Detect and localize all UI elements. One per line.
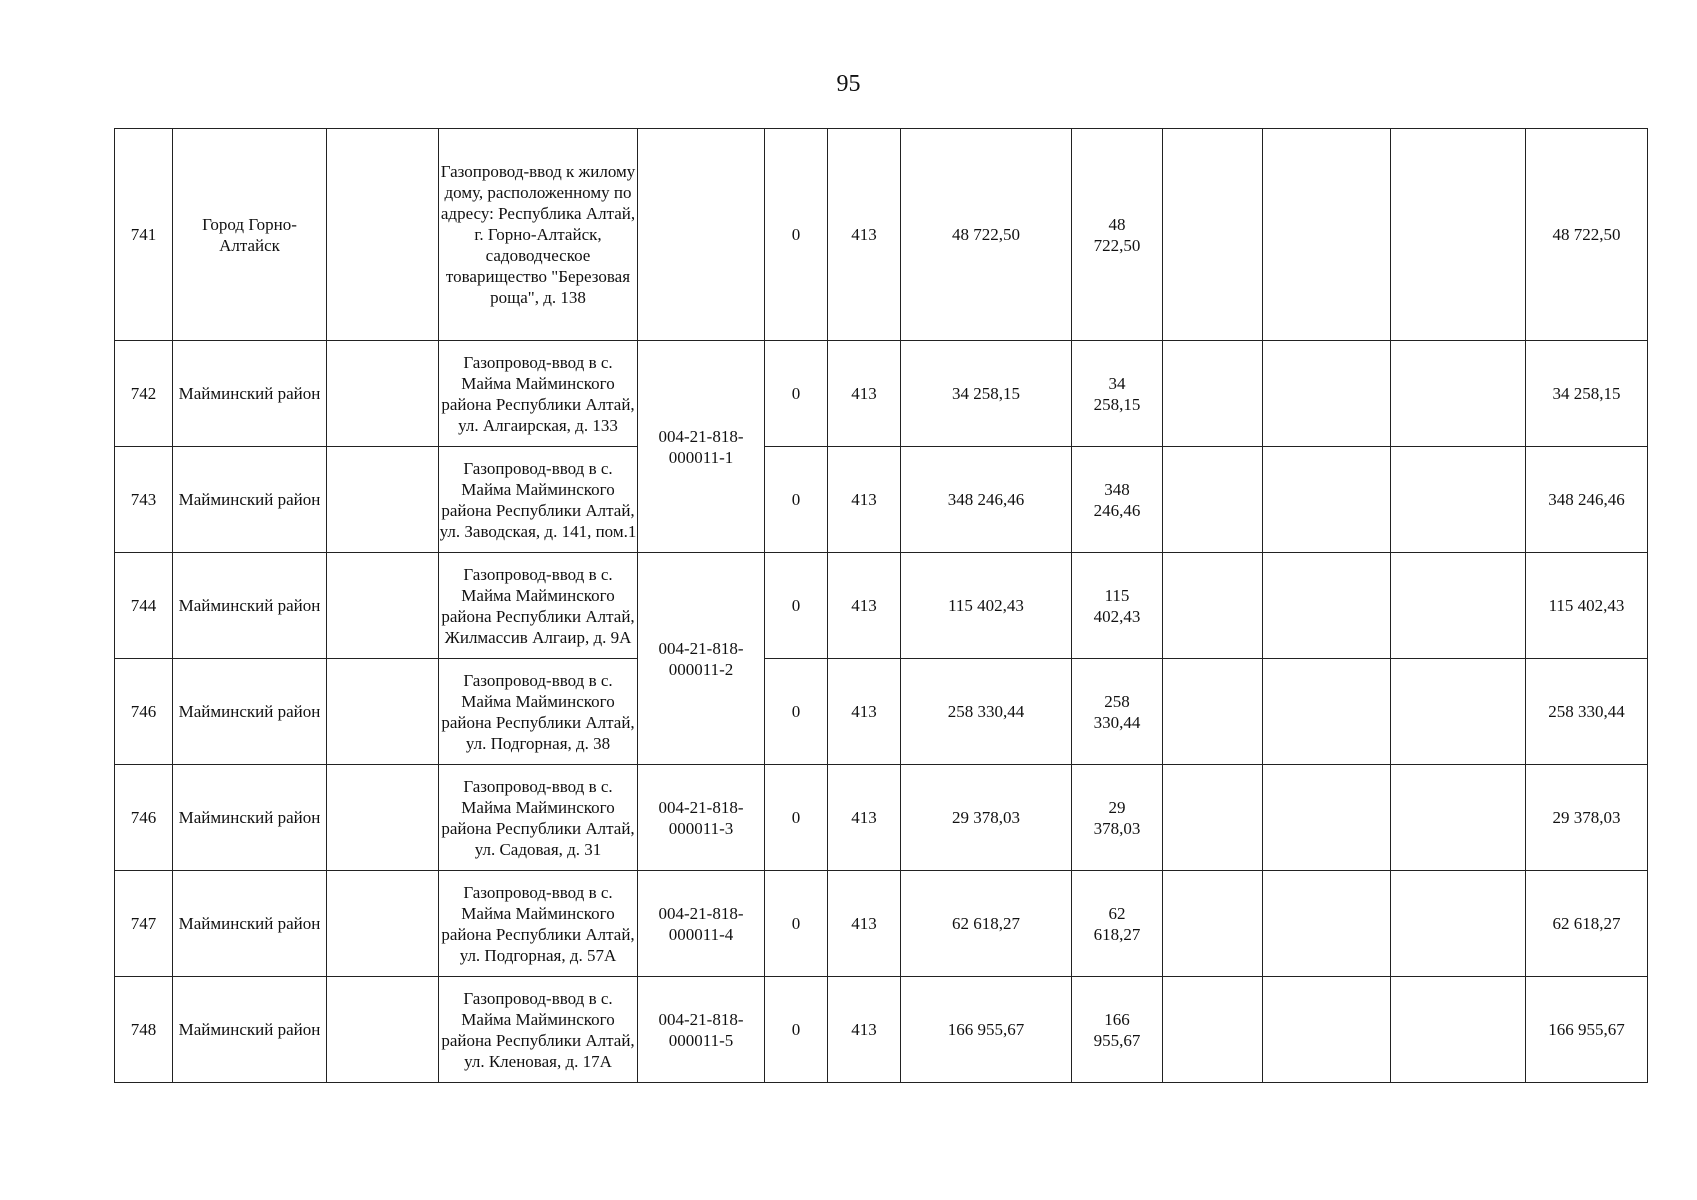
code-cell xyxy=(638,129,765,341)
empty-cell xyxy=(1391,341,1526,447)
code-413-cell: 413 xyxy=(828,977,901,1083)
total-cell: 115 402,43 xyxy=(1526,553,1648,659)
table-row xyxy=(115,553,1648,659)
row-number: 744 xyxy=(115,553,173,659)
table-row xyxy=(115,129,1648,341)
empty-cell xyxy=(1163,659,1263,765)
code-413-cell: 413 xyxy=(828,765,901,871)
amount-cell: 29 378,03 xyxy=(901,765,1072,871)
empty-cell xyxy=(327,871,439,977)
table-row xyxy=(115,871,1648,977)
code-413-cell: 413 xyxy=(828,341,901,447)
amount-wrapped-text: 115 402,43 xyxy=(1093,585,1141,626)
empty-cell xyxy=(1391,765,1526,871)
row-number: 741 xyxy=(115,129,173,341)
empty-cell xyxy=(1391,659,1526,765)
code-413-cell: 413 xyxy=(828,871,901,977)
row-number: 746 xyxy=(115,765,173,871)
zero-cell: 0 xyxy=(765,447,828,553)
table-row xyxy=(115,659,1648,765)
empty-cell xyxy=(1263,447,1391,553)
district-cell: Майминский район xyxy=(173,871,327,977)
object-cell: Газопровод-ввод к жилому дому, расположенному по адресу: Республика Алтай, г. Горно-Алтайск, садоводческое товарищество "Березовая роща", д. 138 xyxy=(439,129,638,341)
amount-cell: 258 330,44 xyxy=(901,659,1072,765)
table-row xyxy=(115,447,1648,553)
empty-cell xyxy=(327,341,439,447)
code-cell xyxy=(638,977,765,1083)
empty-cell xyxy=(1163,553,1263,659)
district-cell: Майминский район xyxy=(173,447,327,553)
table-row xyxy=(115,765,1648,871)
code-cell xyxy=(638,871,765,977)
zero-cell: 0 xyxy=(765,341,828,447)
total-cell: 29 378,03 xyxy=(1526,765,1648,871)
district-cell: Майминский район xyxy=(173,341,327,447)
row-number: 747 xyxy=(115,871,173,977)
empty-cell xyxy=(327,129,439,341)
empty-cell xyxy=(327,977,439,1083)
empty-cell xyxy=(1163,129,1263,341)
empty-cell xyxy=(1263,659,1391,765)
code-413-cell: 413 xyxy=(828,129,901,341)
amount-wrapped-text: 48 722,50 xyxy=(1093,214,1141,255)
empty-cell xyxy=(327,447,439,553)
amount-wrapped-text: 29 378,03 xyxy=(1093,797,1141,838)
district-cell: Город Горно-Алтайск xyxy=(173,129,327,341)
amount-wrapped-cell xyxy=(1072,341,1163,447)
amount-cell: 48 722,50 xyxy=(901,129,1072,341)
empty-cell xyxy=(1263,553,1391,659)
empty-cell xyxy=(1391,447,1526,553)
empty-cell xyxy=(1263,129,1391,341)
page-number: 95 xyxy=(836,71,861,97)
amount-wrapped-text: 62 618,27 xyxy=(1093,903,1141,944)
amount-wrapped-cell xyxy=(1072,977,1163,1083)
amount-wrapped-cell xyxy=(1072,765,1163,871)
amount-wrapped-text: 34 258,15 xyxy=(1093,373,1141,414)
total-cell: 34 258,15 xyxy=(1526,341,1648,447)
zero-cell: 0 xyxy=(765,765,828,871)
empty-cell xyxy=(1163,447,1263,553)
zero-cell: 0 xyxy=(765,977,828,1083)
amount-cell: 348 246,46 xyxy=(901,447,1072,553)
amount-wrapped-text: 166 955,67 xyxy=(1093,1009,1141,1050)
amount-cell: 62 618,27 xyxy=(901,871,1072,977)
code-cell xyxy=(638,553,765,765)
empty-cell xyxy=(1263,341,1391,447)
district-cell: Майминский район xyxy=(173,765,327,871)
total-cell: 166 955,67 xyxy=(1526,977,1648,1083)
code-text: 004-21-818-000011-5 xyxy=(658,1009,744,1050)
empty-cell xyxy=(327,553,439,659)
empty-cell xyxy=(1263,765,1391,871)
amount-wrapped-cell xyxy=(1072,871,1163,977)
amount-wrapped-cell xyxy=(1072,659,1163,765)
empty-cell xyxy=(1391,553,1526,659)
code-text: 004-21-818-000011-3 xyxy=(658,797,744,838)
amount-wrapped-cell xyxy=(1072,129,1163,341)
district-cell: Майминский район xyxy=(173,659,327,765)
zero-cell: 0 xyxy=(765,553,828,659)
amount-wrapped-text: 258 330,44 xyxy=(1093,691,1141,732)
code-text: 004-21-818-000011-1 xyxy=(658,426,744,467)
code-cell xyxy=(638,341,765,553)
object-cell: Газопровод-ввод в с. Майма Майминского района Республики Алтай, Жилмассив Алгаир, д. 9А xyxy=(439,553,638,659)
code-cell xyxy=(638,765,765,871)
row-number: 746 xyxy=(115,659,173,765)
empty-cell xyxy=(327,765,439,871)
zero-cell: 0 xyxy=(765,659,828,765)
zero-cell: 0 xyxy=(765,129,828,341)
object-cell: Газопровод-ввод в с. Майма Майминского района Республики Алтай, ул. Алгаирская, д. 133 xyxy=(439,341,638,447)
amount-cell: 115 402,43 xyxy=(901,553,1072,659)
empty-cell xyxy=(1263,977,1391,1083)
district-cell: Майминский район xyxy=(173,553,327,659)
total-cell: 348 246,46 xyxy=(1526,447,1648,553)
empty-cell xyxy=(1263,871,1391,977)
empty-cell xyxy=(1391,977,1526,1083)
table-row xyxy=(115,341,1648,447)
empty-cell xyxy=(1163,341,1263,447)
row-number: 742 xyxy=(115,341,173,447)
district-cell: Майминский район xyxy=(173,977,327,1083)
code-413-cell: 413 xyxy=(828,659,901,765)
data-table xyxy=(114,128,1648,1083)
total-cell: 258 330,44 xyxy=(1526,659,1648,765)
amount-cell: 34 258,15 xyxy=(901,341,1072,447)
amount-wrapped-text: 348 246,46 xyxy=(1093,479,1141,520)
code-text: 004-21-818-000011-2 xyxy=(658,638,744,679)
empty-cell xyxy=(1391,129,1526,341)
amount-cell: 166 955,67 xyxy=(901,977,1072,1083)
object-cell: Газопровод-ввод в с. Майма Майминского района Республики Алтай, ул. Подгорная, д. 38 xyxy=(439,659,638,765)
total-cell: 48 722,50 xyxy=(1526,129,1648,341)
empty-cell xyxy=(1163,871,1263,977)
zero-cell: 0 xyxy=(765,871,828,977)
row-number: 748 xyxy=(115,977,173,1083)
code-text: 004-21-818-000011-4 xyxy=(658,903,744,944)
row-number: 743 xyxy=(115,447,173,553)
object-cell: Газопровод-ввод в с. Майма Майминского района Республики Алтай, ул. Кленовая, д. 17А xyxy=(439,977,638,1083)
code-413-cell: 413 xyxy=(828,553,901,659)
object-cell: Газопровод-ввод в с. Майма Майминского района Республики Алтай, ул. Заводская, д. 141, пом.1 xyxy=(439,447,638,553)
amount-wrapped-cell xyxy=(1072,553,1163,659)
empty-cell xyxy=(1391,871,1526,977)
amount-wrapped-cell xyxy=(1072,447,1163,553)
object-cell: Газопровод-ввод в с. Майма Майминского района Республики Алтай, ул. Садовая, д. 31 xyxy=(439,765,638,871)
empty-cell xyxy=(1163,977,1263,1083)
empty-cell xyxy=(327,659,439,765)
code-413-cell: 413 xyxy=(828,447,901,553)
empty-cell xyxy=(1163,765,1263,871)
object-cell: Газопровод-ввод в с. Майма Майминского района Республики Алтай, ул. Подгорная, д. 57А xyxy=(439,871,638,977)
total-cell: 62 618,27 xyxy=(1526,871,1648,977)
table-row xyxy=(115,977,1648,1083)
